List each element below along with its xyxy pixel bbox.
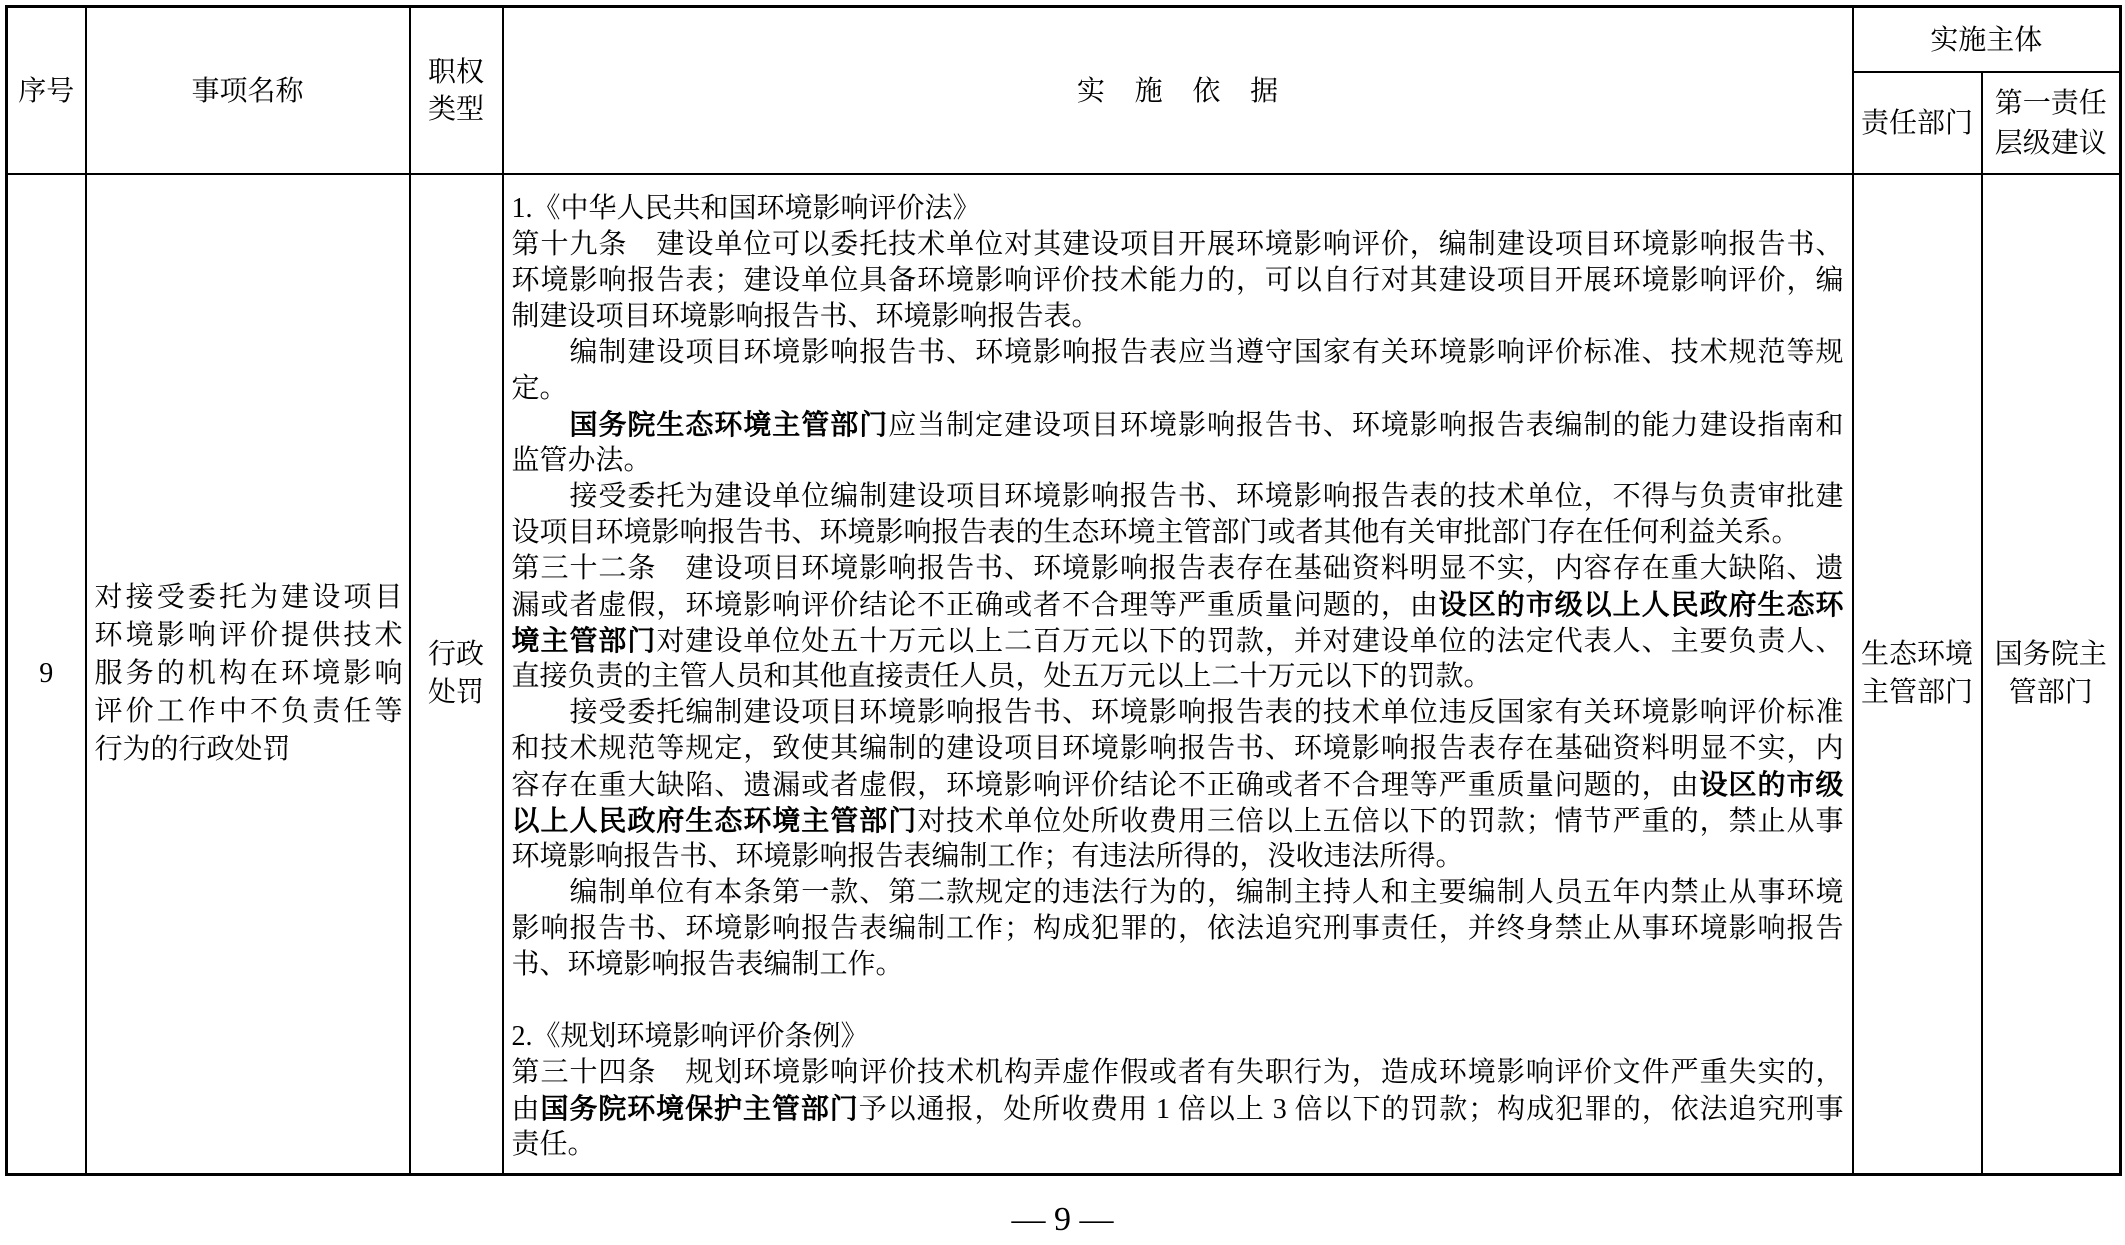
responsibility-table xyxy=(5,5,2122,1176)
basis-line xyxy=(512,1055,1844,1091)
basis-text: 定。 xyxy=(511,372,568,404)
basis-line xyxy=(512,695,1844,731)
basis-paragraph xyxy=(512,479,1844,551)
basis-text: 接受委托为建设单位编制建设项目环境影响报告书、环境影响报告表的技术单位，不得与负责审批建 xyxy=(511,480,1844,512)
basis-line xyxy=(512,623,1844,659)
power-type-line: 处罚 xyxy=(427,676,484,708)
basis-line xyxy=(512,227,1844,263)
cell-power-type xyxy=(410,174,503,1175)
header-power-type-line: 类型 xyxy=(427,93,484,125)
basis-paragraph xyxy=(512,551,1844,695)
header-item-name-label: 事项名称 xyxy=(191,74,304,106)
basis-bold-text: 以上人民政府生态环境主管部门 xyxy=(511,804,918,836)
basis-text: 书、环境影响报告表编制工作。 xyxy=(511,948,904,980)
basis-text: 对技术单位处所收费用三倍以上五倍以下的罚款；情节严重的，禁止从事 xyxy=(917,805,1844,837)
basis-text: 编制单位有本条第一款、第二款规定的违法行为的，编制主持人和主要编制人员五年内禁止从事环境 xyxy=(511,876,1844,908)
header-implementing-subject-label: 实施主体 xyxy=(1930,23,2043,55)
basis-paragraph xyxy=(512,407,1844,479)
basis-line xyxy=(512,443,1844,479)
law-title: 1.《中华人民共和国环境影响评价法》 xyxy=(511,192,981,224)
basis-text: 第三十二条 建设项目环境影响报告书、环境影响报告表存在基础资料明显不实，内容存在重大缺陷、遗 xyxy=(511,552,1844,584)
basis-text: 对建设单位处五十万元以上二百万元以下的罚款，并对建设单位的法定代表人、主要负责人、 xyxy=(656,625,1844,657)
basis-bold-text: 国务院环境保护主管部门 xyxy=(540,1092,859,1124)
seq-number: 9 xyxy=(39,658,54,690)
header-responsible-dept xyxy=(1853,72,1982,174)
header-first-level-line: 第一责任 xyxy=(1994,86,2107,118)
basis-line xyxy=(512,263,1844,299)
table-header xyxy=(7,7,2121,174)
basis-text: 由 xyxy=(511,1093,541,1125)
responsible-dept-line: 主管部门 xyxy=(1860,676,1973,708)
header-seq-label: 序号 xyxy=(18,74,75,106)
basis-bold-text: 设区的市级以上人民政府生态环 xyxy=(1438,588,1844,620)
basis-line xyxy=(512,659,1844,695)
basis-line xyxy=(512,587,1844,623)
header-power-type-line: 职权 xyxy=(427,56,484,88)
basis-paragraph xyxy=(512,227,1844,335)
item-name-line: 评价工作中不负责任等 xyxy=(94,695,403,727)
header-basis-label: 实 施 依 据 xyxy=(1076,74,1279,106)
basis-line xyxy=(512,1091,1844,1127)
basis-line xyxy=(512,911,1844,947)
basis-line xyxy=(512,515,1844,551)
basis-text xyxy=(512,410,570,441)
basis-line xyxy=(512,479,1844,515)
basis-text: 予以通报，处所收费用 1 倍以上 3 倍以下的罚款；构成犯罪的，依法追究刑事 xyxy=(858,1093,1844,1125)
header-implementing-subject xyxy=(1853,7,2121,72)
header-first-level-line: 层级建议 xyxy=(1994,126,2107,158)
basis-text: 影响报告书、环境影响报告表编制工作；构成犯罪的，依法追究刑事责任，并终身禁止从事环境影响报告 xyxy=(511,912,1844,944)
basis-line xyxy=(512,1127,1844,1163)
basis-line xyxy=(512,803,1844,839)
basis-text: 设项目环境影响报告书、环境影响报告表的生态环境主管部门或者其他有关审批部门存在任何利益关系。 xyxy=(511,516,1800,548)
basis-text: 环境影响报告表；建设单位具备环境影响评价技术能力的，可以自行对其建设项目开展环境影响评价，编 xyxy=(511,264,1844,296)
basis-text: 和技术规范等规定，致使其编制的建设项目环境影响报告书、环境影响报告表存在基础资料明显不实，内 xyxy=(511,732,1844,764)
basis-text: 容存在重大缺陷、遗漏或者虚假，环境影响评价结论不正确或者不合理等严重质量问题的，由 xyxy=(511,769,1700,801)
basis-line xyxy=(512,371,1844,407)
basis-text: 直接负责的主管人员和其他直接责任人员，处五万元以上二十万元以下的罚款。 xyxy=(511,660,1492,692)
basis-text: 应当制定建设项目环境影响报告书、环境影响报告表编制的能力建设指南和 xyxy=(888,409,1844,441)
power-type-line: 行政 xyxy=(427,638,484,670)
basis-section xyxy=(512,191,1844,983)
basis-paragraph xyxy=(512,1055,1844,1163)
basis-text: 环境影响报告书、环境影响报告表编制工作；有违法所得的，没收违法所得。 xyxy=(511,840,1464,872)
cell-responsible-dept xyxy=(1853,174,1982,1175)
basis-paragraph xyxy=(512,335,1844,407)
basis-bold-text: 国务院生态环境主管部门 xyxy=(569,408,889,440)
basis-section xyxy=(512,1019,1844,1163)
basis-line xyxy=(512,731,1844,767)
first-level-line: 管部门 xyxy=(2008,676,2093,708)
law-title: 2.《规划环境影响评价条例》 xyxy=(511,1020,869,1052)
cell-basis xyxy=(503,174,1853,1175)
basis-line xyxy=(512,767,1844,803)
item-name-line: 对接受委托为建设项目 xyxy=(94,581,403,613)
header-first-responsibility-level xyxy=(1982,72,2121,174)
item-name-line: 行为的行政处罚 xyxy=(94,733,291,765)
basis-bold-text: 境主管部门 xyxy=(511,624,657,656)
header-power-type xyxy=(410,7,503,174)
basis-paragraph xyxy=(512,695,1844,875)
basis-line xyxy=(512,299,1844,335)
cell-first-responsibility-level xyxy=(1982,174,2121,1175)
basis-text: 第十九条 建设单位可以委托技术单位对其建设项目开展环境影响评价，编制建设项目环境影响报告书、 xyxy=(511,228,1844,260)
basis-text: 第三十四条 规划环境影响评价技术机构弄虚作假或者有失职行为，造成环境影响评价文件严重失实的， xyxy=(511,1056,1844,1088)
header-responsible-dept-label: 责任部门 xyxy=(1860,107,1973,138)
item-name-line: 服务的机构在环境影响 xyxy=(94,657,403,689)
basis-text: 责任。 xyxy=(511,1128,596,1160)
basis-line xyxy=(512,335,1844,371)
header-row xyxy=(7,7,2121,72)
table-body xyxy=(7,174,2121,1175)
basis-line xyxy=(512,551,1844,587)
basis-line xyxy=(512,947,1844,983)
basis-text: 漏或者虚假，环境影响评价结论不正确或者不合理等严重质量问题的，由 xyxy=(511,589,1439,621)
header-item-name xyxy=(86,7,410,174)
header-seq xyxy=(7,7,86,174)
header-basis xyxy=(503,7,1853,174)
basis-bold-text: 设区的市级 xyxy=(1699,768,1844,800)
basis-line xyxy=(512,839,1844,875)
item-name-line: 环境影响评价提供技术 xyxy=(94,619,403,651)
basis-paragraph xyxy=(512,875,1844,983)
basis-text: 制建设项目环境影响报告书、环境影响报告表。 xyxy=(511,300,1100,332)
responsible-dept-line: 生态环境 xyxy=(1860,638,1973,670)
basis-text: 编制建设项目环境影响报告书、环境影响报告表应当遵守国家有关环境影响评价标准、技术规范等规 xyxy=(511,336,1844,368)
page-number: — 9 — xyxy=(1011,1201,1114,1238)
cell-seq xyxy=(7,174,86,1175)
table-row xyxy=(7,174,2121,1175)
basis-line xyxy=(512,875,1844,911)
basis-content xyxy=(512,191,1844,1163)
first-level-line: 国务院主 xyxy=(1994,638,2107,670)
basis-line xyxy=(512,407,1844,443)
basis-text: 接受委托编制建设项目环境影响报告书、环境影响报告表的技术单位违反国家有关环境影响评价标准 xyxy=(511,696,1844,728)
basis-text: 监管办法。 xyxy=(511,444,652,476)
cell-item-name xyxy=(86,174,410,1175)
